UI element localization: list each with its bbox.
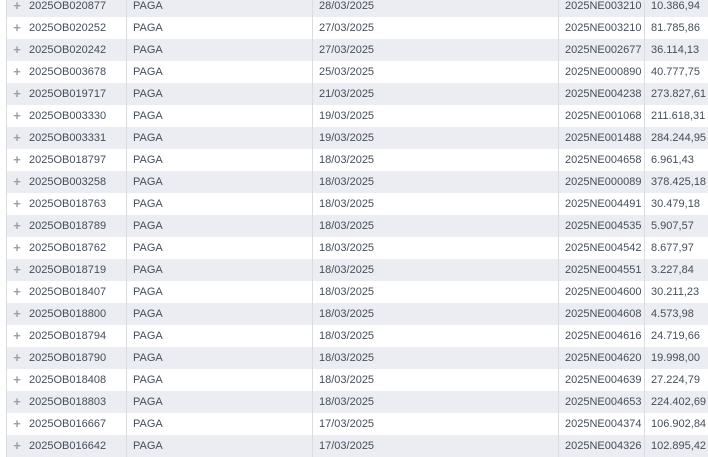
status-cell: PAGA (127, 39, 313, 61)
document-id-cell: 2025NE002677 (559, 39, 645, 61)
document-id-cell: 2025NE004326 (559, 435, 645, 457)
expand-plus-icon[interactable]: + (13, 262, 21, 277)
document-id-cell: 2025NE004639 (559, 369, 645, 391)
document-id-cell: 2025NE004374 (559, 413, 645, 435)
document-id-cell: 2025NE001068 (559, 105, 645, 127)
order-id: 2025OB019717 (29, 88, 107, 100)
order-id-cell (7, 281, 127, 303)
table-row[interactable] (7, 259, 708, 281)
expand-plus-icon[interactable]: + (13, 152, 21, 167)
expand-plus-icon[interactable]: + (13, 64, 21, 79)
amount-cell: 10.386,94 (651, 0, 700, 12)
order-id: 2025OB003330 (29, 110, 107, 122)
order-id: 2025OB018797 (29, 154, 107, 166)
date-cell: 18/03/2025 (313, 149, 559, 171)
expand-plus-icon[interactable]: + (13, 284, 21, 299)
date-cell: 18/03/2025 (313, 391, 559, 413)
order-id-cell (7, 61, 127, 83)
order-id-cell (7, 17, 127, 39)
table-row[interactable] (7, 369, 708, 391)
status-cell: PAGA (127, 435, 313, 457)
date-cell: 18/03/2025 (313, 237, 559, 259)
amount-cell: 5.907,57 (651, 220, 694, 232)
status-cell: PAGA (127, 281, 313, 303)
amount-cell: 30.211,23 (651, 286, 700, 298)
date-cell: 17/03/2025 (313, 435, 559, 457)
table-row[interactable] (7, 413, 708, 435)
table-row[interactable] (7, 215, 708, 237)
order-id: 2025OB018789 (29, 220, 107, 232)
document-id-cell: 2025NE004491 (559, 193, 645, 215)
order-id-cell (7, 413, 127, 435)
date-cell: 18/03/2025 (313, 215, 559, 237)
order-id: 2025OB018790 (29, 352, 107, 364)
status-cell: PAGA (127, 237, 313, 259)
table-row[interactable] (7, 435, 708, 457)
document-id-cell: 2025NE004653 (559, 391, 645, 413)
status-cell: PAGA (127, 127, 313, 149)
status-cell: PAGA (127, 171, 313, 193)
order-id: 2025OB020252 (29, 22, 107, 34)
order-id: 2025OB018762 (29, 242, 107, 254)
expand-plus-icon[interactable]: + (13, 42, 21, 57)
document-id-cell: 2025NE004542 (559, 237, 645, 259)
order-id: 2025OB020242 (29, 44, 107, 56)
table-row[interactable] (7, 325, 708, 347)
date-cell: 18/03/2025 (313, 347, 559, 369)
amount-cell: 40.777,75 (651, 66, 700, 78)
status-cell: PAGA (127, 83, 313, 105)
expand-plus-icon[interactable]: + (13, 20, 21, 35)
date-cell: 18/03/2025 (313, 281, 559, 303)
order-id-cell (7, 259, 127, 281)
order-id-cell (7, 39, 127, 61)
status-cell: PAGA (127, 215, 313, 237)
table-row[interactable] (7, 347, 708, 369)
order-id-cell (7, 369, 127, 391)
status-cell: PAGA (127, 17, 313, 39)
document-id-cell: 2025NE000890 (559, 61, 645, 83)
data-table (6, 0, 708, 457)
status-cell: PAGA (127, 325, 313, 347)
date-cell: 17/03/2025 (313, 413, 559, 435)
document-id-cell: 2025NE004535 (559, 215, 645, 237)
order-id: 2025OB003331 (29, 132, 107, 144)
order-id-cell (7, 391, 127, 413)
amount-cell: 30.479,18 (651, 198, 700, 210)
order-id: 2025OB018407 (29, 286, 107, 298)
expand-plus-icon[interactable]: + (13, 108, 21, 123)
order-id: 2025OB003258 (29, 176, 107, 188)
order-id-cell (7, 193, 127, 215)
date-cell: 18/03/2025 (313, 171, 559, 193)
order-id: 2025OB018719 (29, 264, 107, 276)
date-cell: 28/03/2025 (313, 0, 559, 17)
order-id-cell (7, 0, 127, 17)
document-id-cell: 2025NE004238 (559, 83, 645, 105)
order-id-cell (7, 149, 127, 171)
amount-cell: 106.902,84 (651, 418, 707, 430)
expand-plus-icon[interactable]: + (13, 328, 21, 343)
date-cell: 25/03/2025 (313, 61, 559, 83)
document-id-cell: 2025NE004608 (559, 303, 645, 325)
order-id-cell (7, 83, 127, 105)
expand-plus-icon[interactable]: + (13, 218, 21, 233)
status-cell: PAGA (127, 347, 313, 369)
order-id: 2025OB018794 (29, 330, 107, 342)
date-cell: 18/03/2025 (313, 259, 559, 281)
order-id-cell (7, 105, 127, 127)
date-cell: 27/03/2025 (313, 17, 559, 39)
expand-plus-icon[interactable]: + (13, 86, 21, 101)
amount-cell: 19.998,00 (651, 352, 700, 364)
table-row[interactable] (7, 303, 708, 325)
status-cell: PAGA (127, 0, 313, 17)
table-row[interactable] (7, 193, 708, 215)
table-row[interactable] (7, 171, 708, 193)
amount-cell: 8.677,97 (651, 242, 694, 254)
date-cell: 21/03/2025 (313, 83, 559, 105)
document-id-cell: 2025NE003210 (559, 17, 645, 39)
order-id: 2025OB016642 (29, 440, 107, 452)
order-id-cell (7, 347, 127, 369)
table-row[interactable] (7, 149, 708, 171)
date-cell: 18/03/2025 (313, 325, 559, 347)
document-id-cell: 2025NE003210 (559, 0, 645, 17)
document-id-cell: 2025NE001488 (559, 127, 645, 149)
status-cell: PAGA (127, 61, 313, 83)
amount-cell: 6.961,43 (651, 154, 694, 166)
amount-cell: 378.425,18 (651, 176, 707, 188)
order-id: 2025OB018408 (29, 374, 107, 386)
table-row[interactable] (7, 237, 708, 259)
amount-cell: 211.618,31 (651, 110, 706, 122)
expand-plus-icon[interactable]: + (13, 438, 21, 453)
expand-plus-icon[interactable]: + (13, 174, 21, 189)
status-cell: PAGA (127, 259, 313, 281)
order-id: 2025OB018803 (29, 396, 107, 408)
date-cell: 18/03/2025 (313, 193, 559, 215)
order-id-cell (7, 303, 127, 325)
date-cell: 18/03/2025 (313, 303, 559, 325)
table-row[interactable] (7, 281, 708, 303)
expand-plus-icon[interactable]: + (13, 394, 21, 409)
date-cell: 18/03/2025 (313, 369, 559, 391)
table-row[interactable] (7, 0, 708, 17)
date-cell: 27/03/2025 (313, 39, 559, 61)
order-id-cell (7, 127, 127, 149)
status-cell: PAGA (127, 391, 313, 413)
date-cell: 19/03/2025 (313, 127, 559, 149)
amount-cell: 81.785,86 (651, 22, 700, 34)
status-cell: PAGA (127, 369, 313, 391)
table-row[interactable] (7, 17, 708, 39)
date-cell: 19/03/2025 (313, 105, 559, 127)
expand-plus-icon[interactable]: + (13, 306, 21, 321)
expand-plus-icon[interactable]: + (13, 0, 21, 13)
order-id-cell (7, 325, 127, 347)
status-cell: PAGA (127, 149, 313, 171)
amount-cell: 224.402,69 (651, 396, 707, 408)
table-row[interactable] (7, 127, 708, 149)
order-id: 2025OB020877 (29, 0, 107, 12)
status-cell: PAGA (127, 303, 313, 325)
amount-cell: 273.827,61 (651, 88, 707, 100)
order-id-cell (7, 215, 127, 237)
expand-plus-icon[interactable]: + (13, 372, 21, 387)
expand-plus-icon[interactable]: + (13, 130, 21, 145)
order-id-cell (7, 435, 127, 457)
status-cell: PAGA (127, 413, 313, 435)
table-row[interactable] (7, 391, 708, 413)
document-id-cell: 2025NE004600 (559, 281, 645, 303)
document-id-cell: 2025NE004620 (559, 347, 645, 369)
status-cell: PAGA (127, 193, 313, 215)
expand-plus-icon[interactable]: + (13, 416, 21, 431)
table-row[interactable] (7, 105, 708, 127)
table-row[interactable] (7, 83, 708, 105)
order-id: 2025OB018763 (29, 198, 107, 210)
amount-cell: 4.573,98 (651, 308, 694, 320)
order-id-cell (7, 237, 127, 259)
table-row[interactable] (7, 61, 708, 83)
amount-cell: 24.719,66 (651, 330, 700, 342)
document-id-cell: 2025NE004658 (559, 149, 645, 171)
document-id-cell: 2025NE004616 (559, 325, 645, 347)
status-cell: PAGA (127, 105, 313, 127)
amount-cell: 102.895,42 (651, 440, 707, 452)
order-id: 2025OB016667 (29, 418, 107, 430)
order-id-cell (7, 171, 127, 193)
document-id-cell: 2025NE004551 (559, 259, 645, 281)
amount-cell: 3.227,84 (651, 264, 694, 276)
expand-plus-icon[interactable]: + (13, 240, 21, 255)
order-id: 2025OB003678 (29, 66, 107, 78)
amount-cell: 284.244,95 (651, 132, 707, 144)
order-id: 2025OB018800 (29, 308, 107, 320)
expand-plus-icon[interactable]: + (13, 196, 21, 211)
amount-cell: 27.224,79 (651, 374, 700, 386)
amount-cell: 36.114,13 (651, 44, 700, 56)
document-id-cell: 2025NE000089 (559, 171, 645, 193)
expand-plus-icon[interactable]: + (13, 350, 21, 365)
table-row[interactable] (7, 39, 708, 61)
